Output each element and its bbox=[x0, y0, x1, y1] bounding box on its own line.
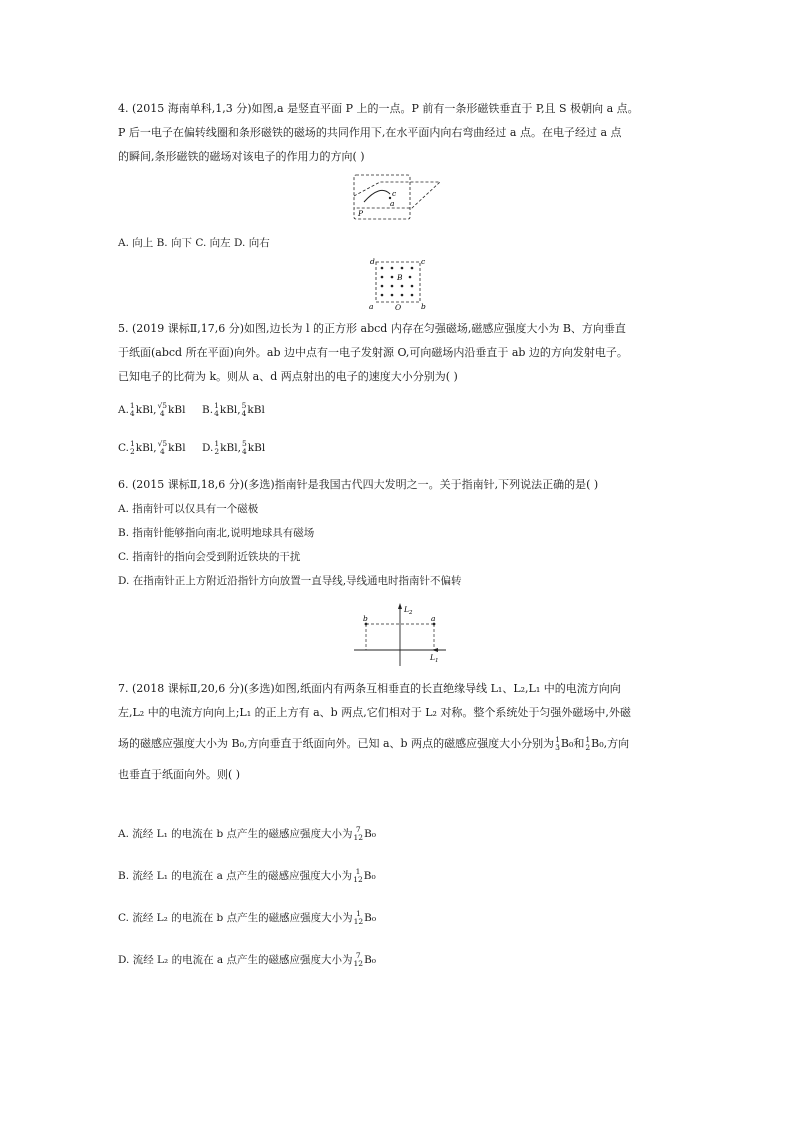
q7-label-a: a bbox=[431, 614, 436, 623]
q7-option-d: D. 流经 L₂ 的电流在 a 点产生的磁感应强度大小为 7 12 B₀ bbox=[118, 951, 376, 968]
q4-line-3: 的瞬间,条形磁铁的磁场对该电子的作用力的方向( ) bbox=[118, 150, 365, 163]
q6-option-c: C. 指南针的指向会受到附近铁块的干扰 bbox=[118, 551, 301, 563]
q7-option-a-fraction: 7 12 bbox=[353, 825, 364, 842]
q5-label-d: d bbox=[370, 257, 375, 266]
q7-line-4: 也垂直于纸面向外。则( ) bbox=[118, 768, 241, 781]
q5-option-b: B. 1 4 kBl, 5 4 kBl bbox=[202, 401, 265, 418]
q4-line-2: P 后一电子在偏转线圈和条形磁铁的磁场的共同作用下,在水平面内向右弯曲经过 a 点。在电子经过 a 点 bbox=[118, 126, 622, 139]
q7-figure-drawing bbox=[352, 600, 448, 670]
q4-label-a: a bbox=[390, 199, 395, 208]
q5-label-a: a bbox=[369, 302, 374, 311]
q7-figure bbox=[352, 600, 448, 670]
q7-line-3-fraction-2: 1 2 bbox=[585, 735, 591, 752]
q4-figure bbox=[350, 172, 442, 224]
q5-option-c: C. 1 2 kBl, √5 4 kBl bbox=[118, 439, 186, 456]
q5-line-3: 已知电子的比荷为 k。则从 a、d 两点射出的电子的速度大小分别为( ) bbox=[118, 370, 458, 383]
q5-label-c: c bbox=[421, 257, 426, 266]
q5-option-a-fraction-1: 1 4 bbox=[129, 401, 135, 418]
q7-option-b: B. 流经 L₁ 的电流在 a 点产生的磁感应强度大小为 1 12 B₀ bbox=[118, 867, 376, 884]
q5-line-1: 5. (2019 课标Ⅱ,17,6 分)如图,边长为 l 的正方形 abcd 内存在匀强磁场,磁感应强度大小为 B、方向垂直 bbox=[118, 322, 626, 335]
q6-option-b: B. 指南针能够指向南北,说明地球具有磁场 bbox=[118, 527, 315, 539]
q5-option-c-letter: C. bbox=[118, 442, 129, 454]
q7-option-c: C. 流经 L₂ 的电流在 b 点产生的磁感应强度大小为 1 12 B₀ bbox=[118, 909, 377, 926]
q5-option-d-fraction-1: 1 2 bbox=[214, 439, 220, 456]
q5-option-b-letter: B. bbox=[202, 404, 214, 416]
q7-option-a: A. 流经 L₁ 的电流在 b 点产生的磁感应强度大小为 7 12 B₀ bbox=[118, 825, 376, 842]
q5-option-a-letter: A. bbox=[118, 404, 129, 416]
q7-line-3: 场的磁感应强度大小为 B₀,方向垂直于纸面向外。已知 a、b 两点的磁感应强度大小分别为 1 3 B₀和 1 2 B₀,方向 bbox=[118, 735, 630, 752]
q6-option-d: D. 在指南针正上方附近沿指针方向放置一直导线,导线通电时指南针不偏转 bbox=[118, 575, 462, 587]
q4-options: A. 向上 B. 向下 C. 向左 D. 向右 bbox=[118, 237, 270, 249]
q7-label-l1: $L_1$ bbox=[430, 653, 439, 664]
q5-label-b: b bbox=[421, 302, 426, 311]
q5-label-O: O bbox=[395, 303, 402, 312]
q5-option-c-fraction-2: √5 4 bbox=[157, 439, 168, 456]
q7-line-3-fraction-1: 1 3 bbox=[555, 735, 560, 752]
q5-option-a: A. 1 4 kBl, √5 4 kBl bbox=[118, 401, 186, 418]
q7-line-1: 7. (2018 课标Ⅱ,20,6 分)(多选)如图,纸面内有两条互相垂直的长直绝缘导线 L₁、L₂,L₁ 中的电流方向向 bbox=[118, 682, 621, 695]
q4-figure-drawing bbox=[350, 172, 442, 224]
q4-line-1: 4. (2015 海南单科,1,3 分)如图,a 是竖直平面 P 上的一点。P 前有一条形磁铁垂直于 P,且 S 极朝向 a 点。 bbox=[118, 102, 639, 115]
q5-figure-drawing bbox=[366, 256, 430, 312]
q5-option-a-fraction-2: √5 4 bbox=[157, 401, 168, 418]
q5-option-b-fraction-1: 1 4 bbox=[214, 401, 219, 418]
q7-option-c-fraction: 1 12 bbox=[353, 909, 364, 926]
q5-option-c-fraction-1: 1 2 bbox=[130, 439, 135, 456]
q7-line-2: 左,L₂ 中的电流方向向上;L₁ 的正上方有 a、b 两点,它们相对于 L₂ 对称。整个系统处于匀强外磁场中,外磁 bbox=[118, 706, 631, 719]
q7-label-b: b bbox=[363, 614, 368, 623]
q4-label-c: c bbox=[392, 189, 397, 198]
q4-label-P: P bbox=[358, 209, 364, 218]
q5-label-B: B bbox=[397, 273, 403, 282]
q7-label-l2: $L_2$ bbox=[404, 605, 413, 616]
q5-option-d-fraction-2: 5 4 bbox=[241, 439, 247, 456]
q6-option-a: A. 指南针可以仅具有一个磁极 bbox=[118, 503, 259, 515]
q5-option-d-letter: D. bbox=[202, 442, 214, 454]
q5-option-b-fraction-2: 5 4 bbox=[241, 401, 247, 418]
q5-figure bbox=[366, 256, 430, 312]
q7-option-d-fraction: 7 12 bbox=[353, 951, 364, 968]
q5-option-d: D. 1 2 kBl, 5 4 kBl bbox=[202, 439, 266, 456]
q5-line-2: 于纸面(abcd 所在平面)向外。ab 边中点有一电子发射源 O,可向磁场内沿垂直于 ab 边的方向发射电子。 bbox=[118, 346, 628, 359]
q7-option-b-fraction: 1 12 bbox=[353, 867, 363, 884]
q6-line-1: 6. (2015 课标Ⅱ,18,6 分)(多选)指南针是我国古代四大发明之一。关于指南针,下列说法正确的是( ) bbox=[118, 478, 599, 491]
